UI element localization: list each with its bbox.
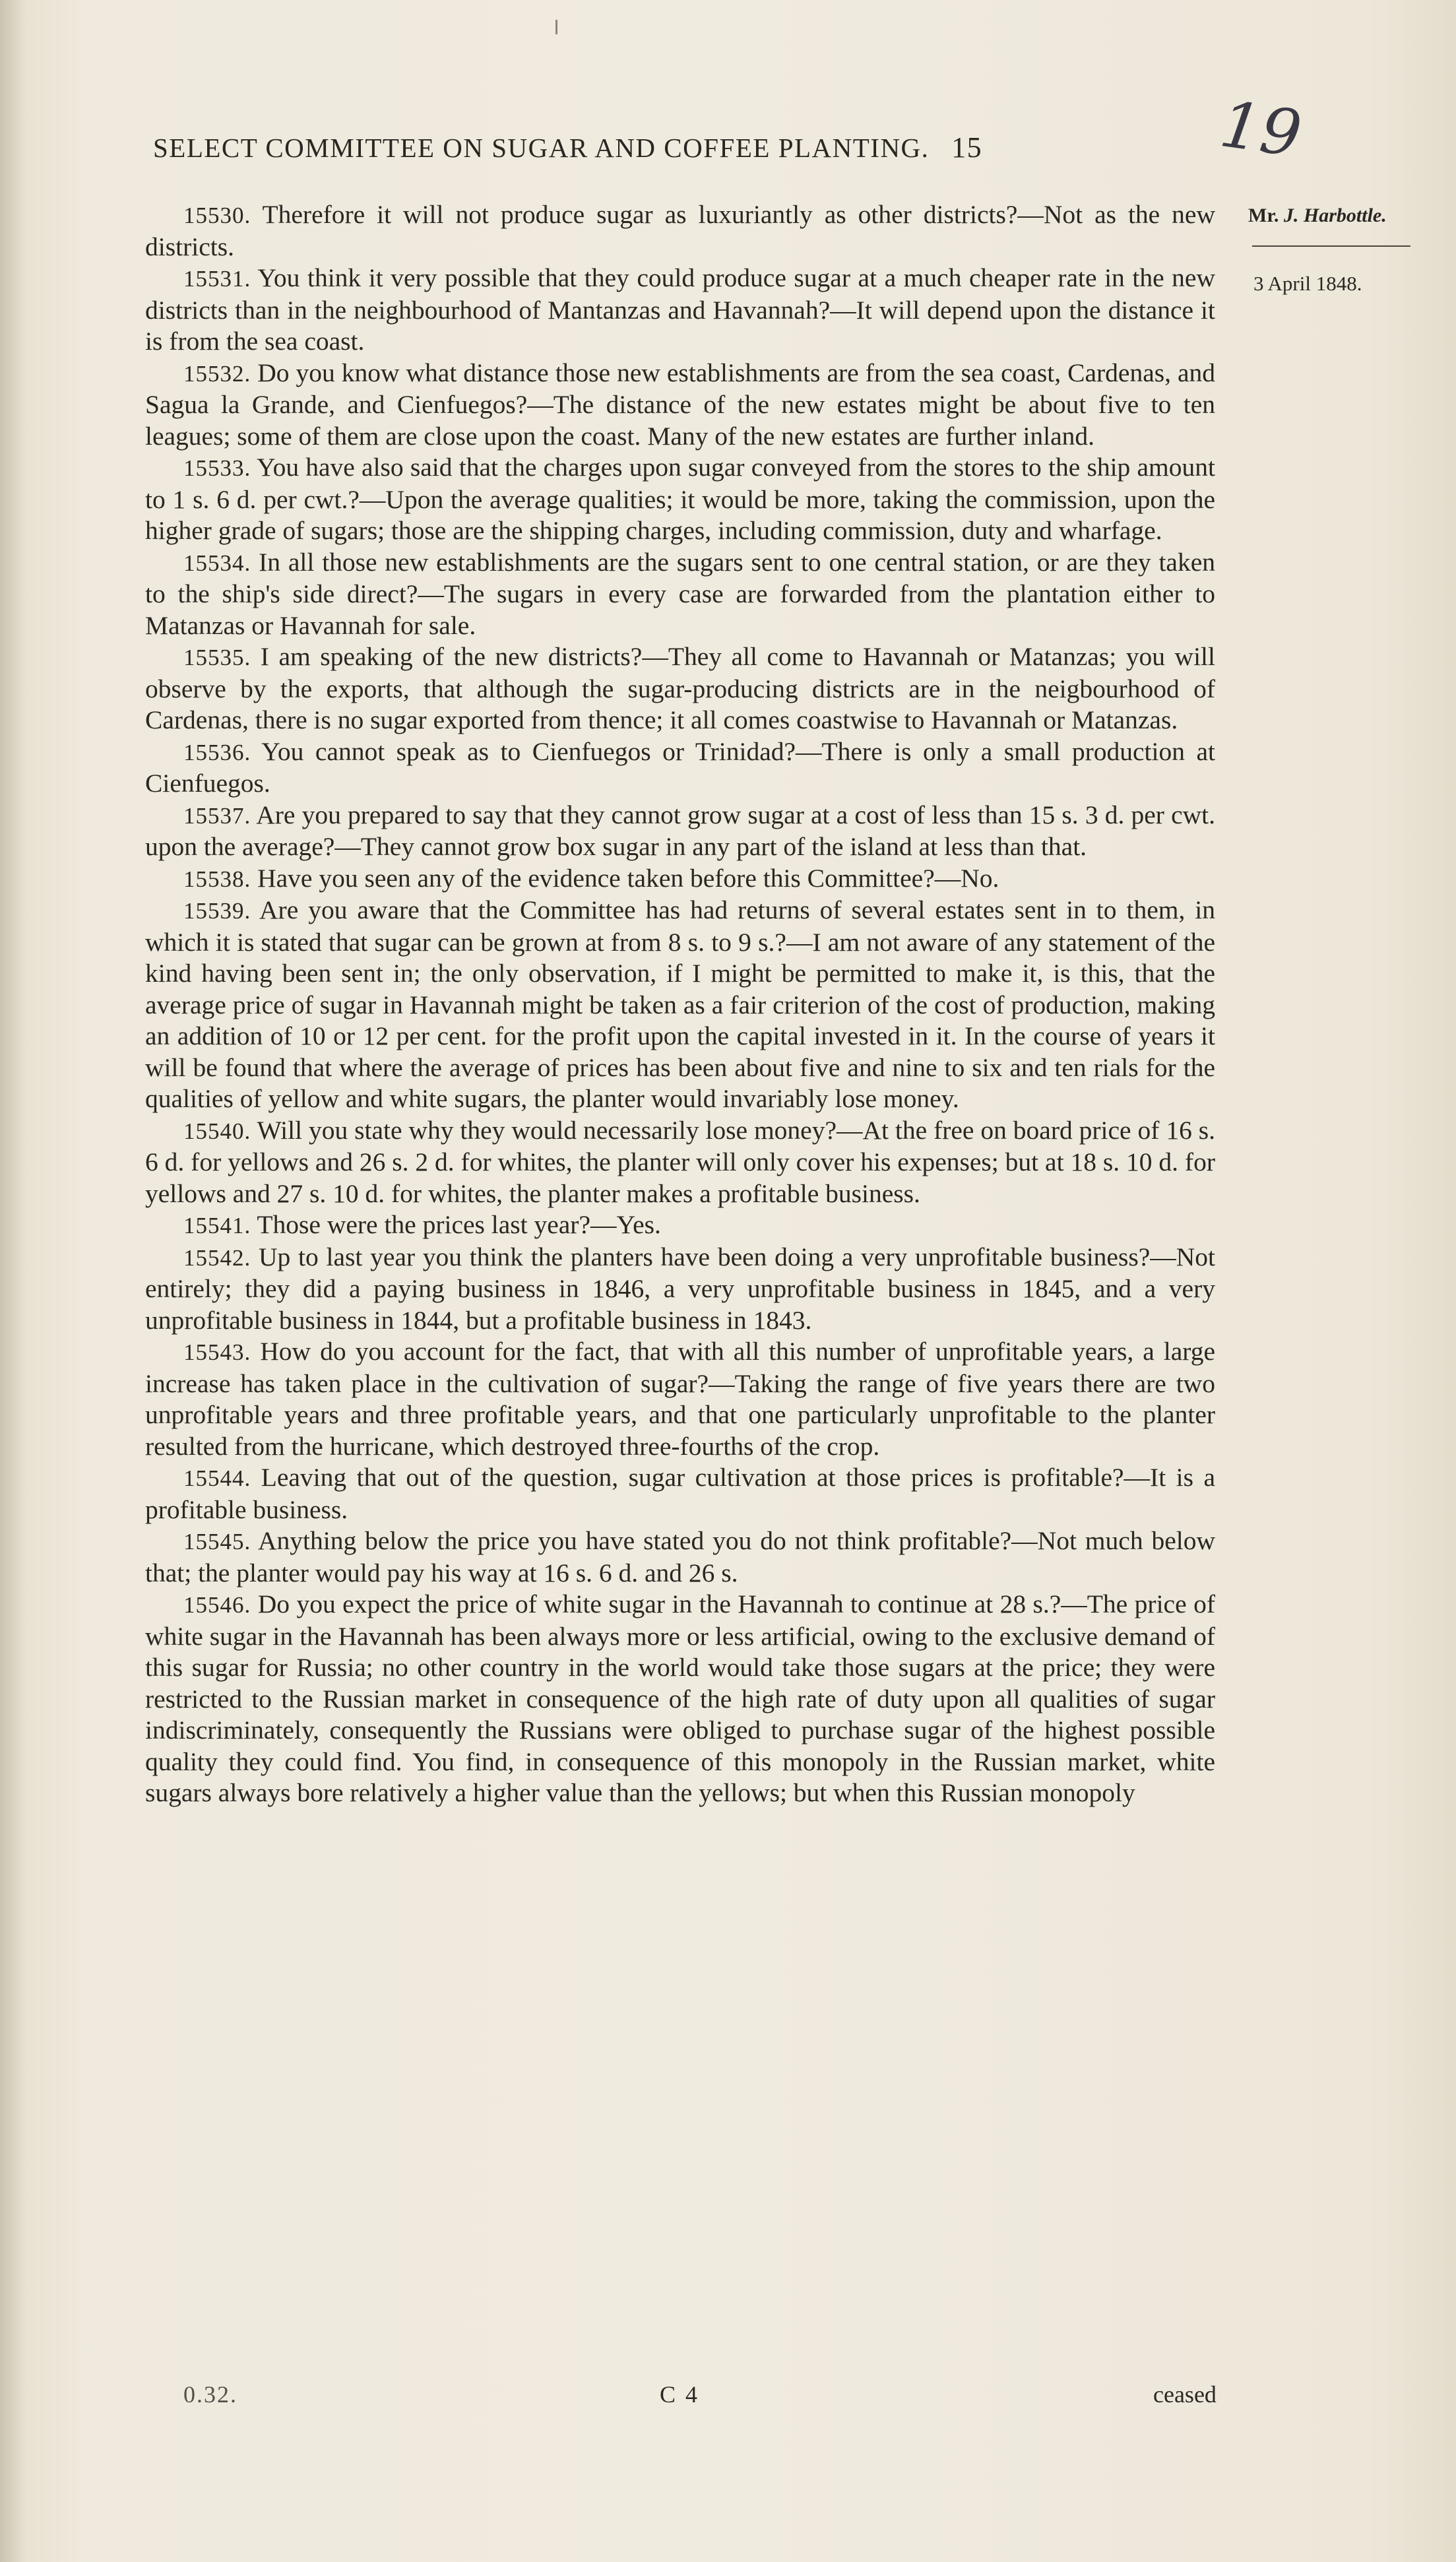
paragraph-text: Therefore it will not produce sugar as luxuriantly as other districts?—Not as the new districts.: [145, 200, 1215, 261]
testimony-paragraph: [145, 736, 1215, 800]
paragraph-text: How do you account for the fact, that with all this number of unprofitable years, a large increase has taken place in the cultivation of sugar?—Taking the range of five years there are two unprofitable years and three profitable years, and that one particularly unprofitable to the planter resulted from the hurricane, which destroyed three-fourths of the crop.: [145, 1337, 1216, 1461]
testimony-paragraph: [145, 1115, 1215, 1210]
testimony-paragraph: [145, 1462, 1215, 1525]
testimony-paragraph: [145, 1336, 1215, 1462]
top-tick-mark: [555, 20, 557, 34]
question-number: 15534.: [183, 550, 251, 576]
paragraph-text: You think it very possible that they could produce sugar at a much cheaper rate in the new districts than in the neighbourhood of Mantanzas and Havannah?—It will depend upon the distance it is from the sea coast.: [145, 263, 1215, 356]
paragraph-text: Up to last year you think the planters have been doing a very unprofitable business?—Not entirely; they did a paying business in 1846, a very unprofitable business in 1845, and a very unprofitable business in 1844, but a profitable business in 1843.: [145, 1242, 1215, 1335]
testimony-paragraph: [145, 263, 1215, 358]
running-header: [153, 131, 1209, 164]
question-number: 15539.: [183, 898, 251, 924]
paragraph-text: In all those new establishments are the sugars sent to one central station, or are they taken to the ship's side direct?—The sugars in every case are forwarded from the plantation either to Matanzas or Havannah for sale.: [145, 547, 1215, 640]
testimony-paragraph: [145, 1525, 1215, 1589]
testimony-paragraph: [145, 641, 1215, 736]
question-number: 15530.: [183, 203, 251, 228]
question-number: 15546.: [183, 1592, 251, 1618]
testimony-paragraph: [145, 1242, 1215, 1337]
testimony-paragraph: [145, 895, 1215, 1115]
paragraph-text: Are you prepared to say that they cannot grow sugar at a cost of less than 15 s. 3 d. per cwt. upon the average?—They cannot grow box sugar in any part of the island at less than that.: [145, 800, 1216, 861]
witness-prefix: Mr.: [1248, 205, 1279, 226]
witness-sidenote: [1248, 205, 1387, 227]
paragraph-text: Anything below the price you have stated you do not think profitable?—Not much below that; the planter would pay his way at 16 s. 6 d. and 26 s.: [145, 1526, 1215, 1587]
question-number: 15532.: [183, 360, 251, 387]
testimony-paragraph: [145, 1209, 1215, 1242]
question-number: 15543.: [183, 1339, 251, 1365]
handwritten-folio-number: 19: [1215, 87, 1306, 172]
paragraph-text: Do you expect the price of white sugar in the Havannah to continue at 28 s.?—The price of white sugar in the Havannah has been always more or less artificial, owing to the exclusive demand of this sugar for Russia; no other country in the world would take those sugars at the price; they were restricted to the Russian market in consequence of the high rate of duty upon all qualities of sugar indiscriminately, consequently the Russians were obliged to purchase sugar of the highest possible quality they could find. You find, in consequence of this monopoly in the Russian market, white sugars always bore relatively a higher value than the yellows; but when this Russian monopoly: [145, 1589, 1215, 1807]
question-number: 15535.: [183, 645, 251, 670]
binding-shadow: [0, 0, 26, 2562]
question-number: 15538.: [183, 866, 251, 892]
testimony-paragraph: [145, 199, 1215, 263]
testimony-date: 3 April 1848.: [1253, 272, 1362, 295]
page-number: 15: [951, 131, 983, 164]
question-number: 15537.: [183, 802, 251, 829]
sidenote-rule: [1252, 245, 1410, 247]
question-number: 15542.: [183, 1244, 251, 1271]
question-number: 15544.: [183, 1465, 251, 1491]
testimony-paragraph: [145, 452, 1215, 547]
paragraph-text: Have you seen any of the evidence taken before this Committee?—No.: [257, 863, 999, 893]
testimony-body: [145, 199, 1215, 1809]
printer-signature: C 4: [660, 2381, 700, 2408]
paragraph-text: I am speaking of the new districts?—They all come to Havannah or Matanzas; you will observe by the exports, that although the sugar-producing districts are in the neigbourhood of Cardenas, there is no sugar exported from thence; it all comes coastwise to Havannah or Matanzas.: [145, 642, 1215, 734]
testimony-paragraph: [145, 358, 1215, 453]
paragraph-text: Leaving that out of the question, sugar cultivation at those prices is profitable?—It is a profitable business.: [145, 1463, 1216, 1524]
paragraph-text: Will you state why they would necessarily lose money?—At the free on board price of 16 s. 6 d. for yellows and 26 s. 2 d. for whites, the planter will only cover his expenses; but at 18 s. 10 d. for yellows and 27 s. 10 d. for whites, the planter makes a profitable business.: [145, 1115, 1215, 1208]
testimony-paragraph: [145, 863, 1215, 895]
paragraph-text: Are you aware that the Committee has had returns of several estates sent in to them, in which it is stated that sugar can be grown at from 8 s. to 9 s.?—I am not aware of any statement of the kind having been sent in; the only observation, if I might be permitted to make it, is this, that the average price of sugar in Havannah might be taken as a fair criterion of the cost of production, making an addition of 10 or 12 per cent. for the profit upon the capital invested in it. In the course of years it will be found that where the average of prices has been about five and nine to six and ten rials for the qualities of yellow and white sugars, the planter would invariably lose money.: [145, 895, 1216, 1113]
testimony-paragraph: [145, 547, 1215, 642]
question-number: 15533.: [183, 455, 251, 481]
testimony-paragraph: [145, 1589, 1215, 1809]
question-number: 15540.: [183, 1118, 251, 1144]
paragraph-text: Do you know what distance those new establishments are from the sea coast, Cardenas, and Sagua la Grande, and Cienfuegos?—The distance of the new estates might be about five to ten leagues; some of them are close upon the coast. Many of the new estates are further inland.: [145, 358, 1216, 451]
question-number: 15531.: [183, 266, 251, 292]
paragraph-text: Those were the prices last year?—Yes.: [257, 1210, 661, 1239]
sheet-reference: 0.32.: [183, 2381, 237, 2408]
testimony-paragraph: [145, 800, 1215, 863]
paragraph-text: You have also said that the charges upon sugar conveyed from the stores to the ship amount to 1 s. 6 d. per cwt.?—Upon the average qualities; it would be more, taking the commission, upon the higher grade of sugars; those are the shipping charges, including commission, duty and wharfage.: [145, 453, 1215, 545]
witness-name: J. Harbottle.: [1283, 205, 1387, 226]
paragraph-text: You cannot speak as to Cienfuegos or Trinidad?—There is only a small production at Cienfuegos.: [145, 736, 1215, 798]
question-number: 15536.: [183, 739, 251, 765]
catchword: ceased: [1153, 2381, 1217, 2408]
question-number: 15541.: [183, 1213, 251, 1238]
header-title: SELECT COMMITTEE ON SUGAR AND COFFEE PLANTING.: [153, 133, 930, 163]
question-number: 15545.: [183, 1529, 251, 1554]
